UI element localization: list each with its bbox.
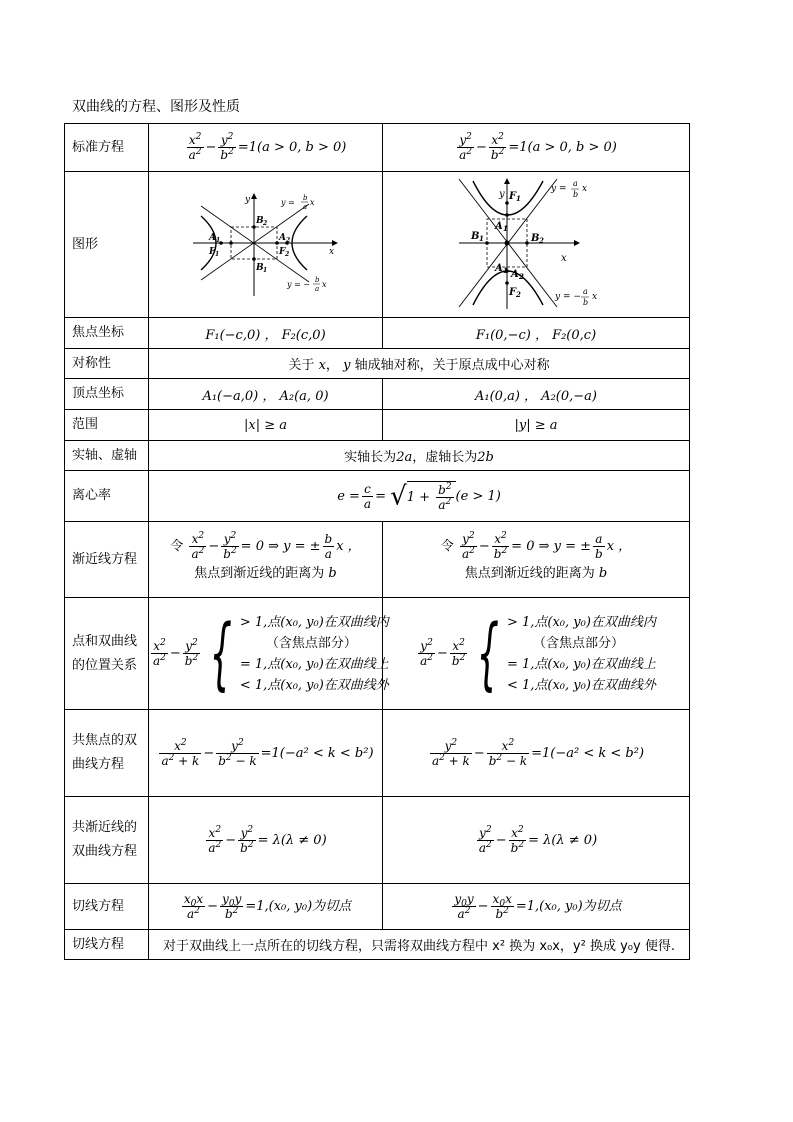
row-label: 切线方程 xyxy=(65,930,149,960)
row-figure xyxy=(65,172,690,318)
svg-text:1: 1 xyxy=(262,266,267,274)
confocal-left: $\frac{x^2}{a^2 + k}$ − $\frac{y^2}{b^2 - k}$ =1(−a² < k < b²) xyxy=(149,710,383,797)
row-axes xyxy=(65,441,690,471)
svg-text:A: A xyxy=(208,232,216,243)
svg-text:b: b xyxy=(314,275,319,284)
svg-text:b: b xyxy=(573,189,579,199)
svg-text:2: 2 xyxy=(539,235,544,245)
svg-text:y =: y = xyxy=(280,197,295,207)
row-asymptote xyxy=(65,522,690,598)
confocal-right: $\frac{y^2}{a^2 + k}$ − $\frac{x^2}{b^2 - k}$ =1(−a² < k < b²) xyxy=(383,710,690,797)
row-range xyxy=(65,410,690,441)
svg-text:y = −: y = − xyxy=(555,291,581,302)
figure-right xyxy=(383,172,690,318)
row-standard-equation xyxy=(65,124,690,172)
svg-text:a: a xyxy=(573,178,578,188)
svg-text:x: x xyxy=(561,252,567,264)
svg-text:A: A xyxy=(495,220,503,232)
svg-text:2: 2 xyxy=(285,236,290,244)
foci-left: F₁(−c,0) ， F₂(c,0) xyxy=(149,318,383,349)
row-co-asymptote xyxy=(65,797,690,884)
svg-text:a: a xyxy=(302,202,307,211)
svg-text:B: B xyxy=(255,215,264,226)
tangent-left: $\frac{x_0x}{a^2}$ − $\frac{y_0y}{b^2}$ =1,(x₀, y₀)为切点 xyxy=(149,884,383,930)
svg-text:A: A xyxy=(278,232,286,243)
svg-text:B: B xyxy=(471,230,480,242)
hyperbola-horizontal-graph xyxy=(191,188,341,298)
svg-text:x: x xyxy=(321,279,327,289)
row-label: 渐近线方程 xyxy=(65,522,149,598)
svg-text:F: F xyxy=(278,246,285,257)
row-eccentricity xyxy=(65,471,690,522)
svg-text:1: 1 xyxy=(479,233,484,243)
svg-text:B: B xyxy=(255,262,264,273)
svg-text:A: A xyxy=(495,262,503,274)
foci-right: F₁(0,−c) ， F₂(0,c) xyxy=(383,318,690,349)
row-tangent-general xyxy=(65,930,690,960)
tangent-general-value: 对于双曲线上一点所在的切线方程，只需将双曲线方程中 x² 换为 x₀x，y² 换成 y₀y 便得. xyxy=(149,930,690,960)
coasymptote-right: $\frac{y^2}{a^2}$ − $\frac{x^2}{b^2}$ = λ(λ ≠ 0) xyxy=(383,797,690,884)
row-label: 焦点坐标 xyxy=(65,318,149,349)
range-right: |y| ≥ a xyxy=(383,410,690,441)
row-symmetry xyxy=(65,349,690,379)
standard-eq-left: $\frac{x^2}{a^2}$ − $\frac{y^2}{b^2}$ =1(a > 0, b > 0) xyxy=(149,124,383,172)
row-confocal xyxy=(65,710,690,797)
svg-text:1: 1 xyxy=(503,223,508,233)
axes-value: 实轴长为2a，虚轴长为2b xyxy=(149,441,690,471)
document-title: 双曲线的方程、图形及性质 xyxy=(72,99,240,115)
hyperbola-vertical-graph xyxy=(451,175,621,311)
svg-text:a: a xyxy=(583,286,588,296)
row-label: 离心率 xyxy=(65,471,149,522)
position-left: $\frac{x^2}{a^2}$ − $\frac{y^2}{b^2}$ { > 1,点(x₀, y₀)在双曲线内 （含焦点部分） = 1,点(x₀, y₀)在双曲线上 < 1,点(x₀, y₀)在双曲线外 xyxy=(149,598,383,710)
row-label: 实轴、虚轴 xyxy=(65,441,149,471)
svg-text:F: F xyxy=(509,190,517,202)
svg-text:2: 2 xyxy=(516,289,521,299)
svg-text:b: b xyxy=(302,193,307,202)
row-tangent xyxy=(65,884,690,930)
svg-text:x: x xyxy=(309,197,315,207)
row-label: 图形 xyxy=(65,172,149,318)
row-label: 范围 xyxy=(65,410,149,441)
svg-text:2: 2 xyxy=(262,219,267,227)
vertices-right: A₁(0,a) ， A₂(0,−a) xyxy=(383,379,690,410)
svg-text:y: y xyxy=(244,194,250,205)
svg-text:a: a xyxy=(314,284,319,293)
hyperbola-properties-table xyxy=(64,123,690,960)
coasymptote-left: $\frac{x^2}{a^2}$ − $\frac{y^2}{b^2}$ = λ(λ ≠ 0) xyxy=(149,797,383,884)
svg-text:1: 1 xyxy=(516,193,521,203)
range-left: |x| ≥ a xyxy=(149,410,383,441)
svg-text:y: y xyxy=(499,188,505,200)
row-label: 点和双曲线 的位置关系 xyxy=(65,598,149,710)
svg-text:x: x xyxy=(582,183,588,194)
svg-text:1: 1 xyxy=(215,236,220,244)
svg-text:F: F xyxy=(509,286,517,298)
svg-text:y = −: y = − xyxy=(286,279,310,289)
svg-text:2: 2 xyxy=(519,271,524,281)
svg-text:y =: y = xyxy=(551,183,567,194)
svg-text:x: x xyxy=(328,246,334,257)
standard-eq-right: $\frac{y^2}{a^2}$ − $\frac{x^2}{b^2}$ =1(a > 0, b > 0) xyxy=(383,124,690,172)
tangent-right: $\frac{y_0y}{a^2}$ − $\frac{x_0x}{b^2}$ =1,(x₀, y₀)为切点 xyxy=(383,884,690,930)
svg-text:b: b xyxy=(583,297,589,307)
symmetry-value: 关于 x， y 轴成轴对称，关于原点成中心对称 xyxy=(149,349,690,379)
figure-left xyxy=(149,172,383,318)
svg-text:1: 1 xyxy=(214,250,219,258)
row-label: 对称性 xyxy=(65,349,149,379)
svg-text:A: A xyxy=(511,268,519,280)
asymptote-right: 令 $\frac{y^2}{a^2}$ − $\frac{x^2}{b^2}$ = 0 ⇒ y = ± $\frac{a}{b}$ x ， 焦点到渐近线的距离为 b xyxy=(383,522,690,598)
row-label: 切线方程 xyxy=(65,884,149,930)
eccentricity-value: e = $\frac{c}{a}$ = √1 + $\frac{b^2}{a^2}$ (e > 1) xyxy=(149,471,690,522)
row-foci xyxy=(65,318,690,349)
vertices-left: A₁(−a,0) ， A₂(a, 0) xyxy=(149,379,383,410)
svg-text:F: F xyxy=(208,246,215,257)
svg-text:1: 1 xyxy=(503,265,508,275)
svg-text:2: 2 xyxy=(284,250,289,258)
position-right: $\frac{y^2}{a^2}$ − $\frac{x^2}{b^2}$ { > 1,点(x₀, y₀)在双曲线内 （含焦点部分） = 1,点(x₀, y₀)在双曲线上 < 1,点(x₀, y₀)在双曲线外 xyxy=(383,598,690,710)
row-point-position xyxy=(65,598,690,710)
row-label: 共焦点的双 曲线方程 xyxy=(65,710,149,797)
row-label: 顶点坐标 xyxy=(65,379,149,410)
svg-text:B: B xyxy=(531,232,540,244)
row-vertices xyxy=(65,379,690,410)
row-label: 标准方程 xyxy=(65,124,149,172)
svg-text:x: x xyxy=(592,291,598,302)
asymptote-left: 令 $\frac{x^2}{a^2}$ − $\frac{y^2}{b^2}$ = 0 ⇒ y = ± $\frac{b}{a}$ x ， 焦点到渐近线的距离为 b xyxy=(149,522,383,598)
row-label: 共渐近线的 双曲线方程 xyxy=(65,797,149,884)
